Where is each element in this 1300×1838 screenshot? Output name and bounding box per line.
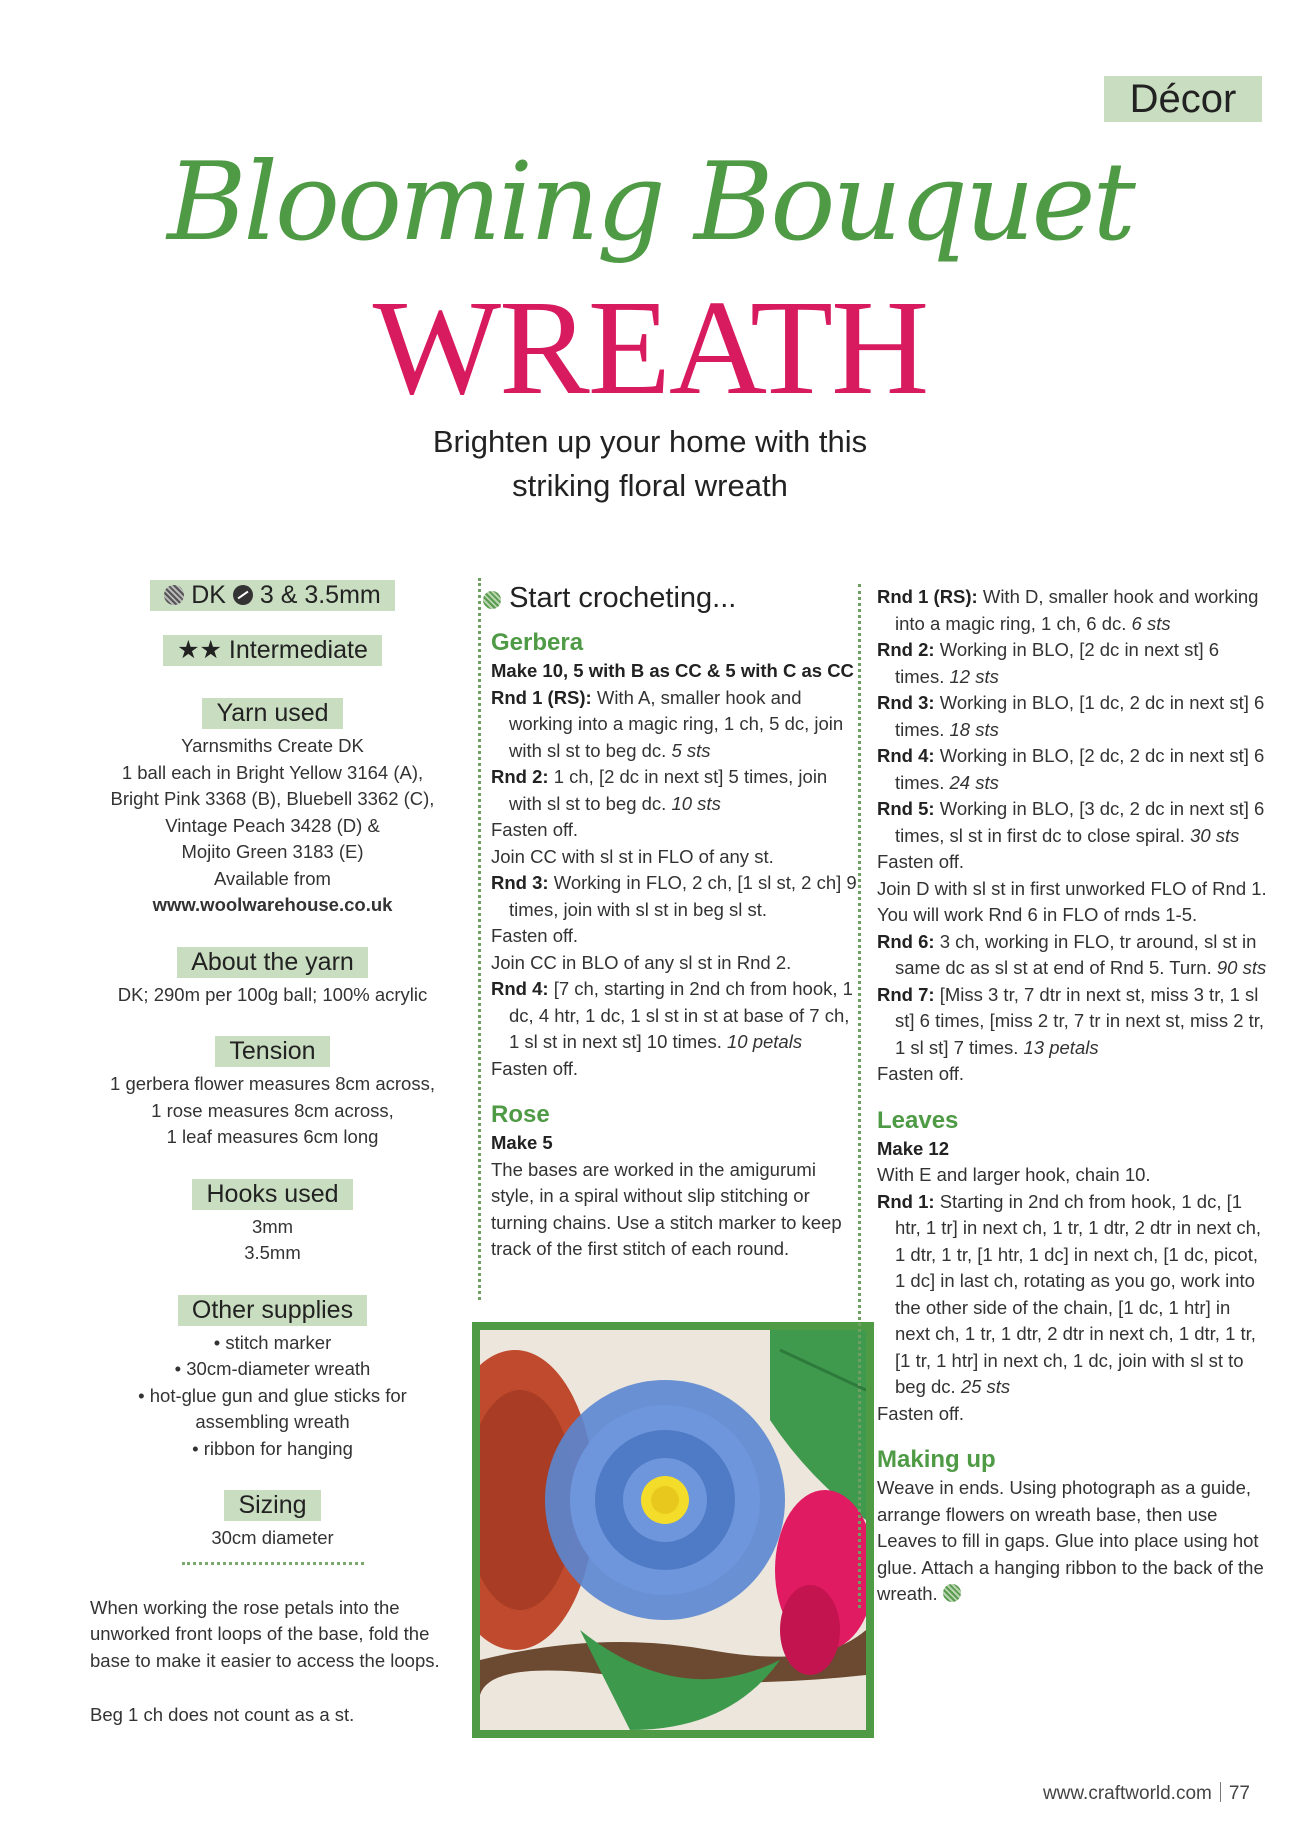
yarn-line: Bright Pink 3368 (B), Bluebell 3362 (C),: [110, 788, 435, 809]
fasten-off: Fasten off.: [491, 925, 579, 946]
fasten-off: Fasten off.: [491, 819, 579, 840]
crochet-hook-icon: [233, 585, 253, 605]
yarn-ball-end-icon: [943, 1584, 961, 1602]
tip-text: Beg 1 ch does not count as a st.: [90, 1704, 355, 1725]
gerbera-rnd-1: Rnd 1 (RS): With A, smaller hook and working into a magic ring, 1 ch, 5 dc, join with sl st to beg dc. 5 sts: [491, 686, 844, 761]
tension-line: 1 rose measures 8cm across,: [151, 1099, 394, 1121]
yarn-line: Vintage Peach 3428 (D) &: [165, 814, 380, 836]
rose-rnd-1: Rnd 1 (RS): With D, smaller hook and working into a magic ring, 1 ch, 6 dc. 6 sts: [877, 586, 1259, 634]
supply-item: • 30cm-diameter wreath: [174, 1358, 371, 1379]
sizing-section: [90, 1490, 455, 1552]
fasten-off: Fasten off.: [877, 851, 965, 872]
start-heading: Start crocheting...: [483, 578, 861, 618]
hooks-heading: Hooks used: [192, 1179, 352, 1210]
fasten-off: Fasten off.: [877, 1063, 965, 1084]
hook-size: 3.5mm: [244, 1242, 301, 1263]
rose-intro: The bases are worked in the amigurumi style, in a spiral without slip stitching or turning chains. Use a stitch marker to keep track of the first stitch of each round.: [491, 1158, 842, 1259]
gerbera-rnd-3: Rnd 3: Working in FLO, 2 ch, [1 sl st, 2 ch] 9 times, join with sl st in beg sl st.: [491, 872, 857, 920]
sidebar: [90, 580, 455, 1757]
leaves-rnd-1: Rnd 1: Starting in 2nd ch from hook, 1 dc, [1 htr, 1 tr] in next ch, 1 tr, 1 dtr, 2 dtr in next ch, 1 dtr, 1 tr, [1 htr, 1 dc] in next ch, [1 dc, picot, 1 dc] in last ch, rotating as you go, work into the other side of the chain, [1 dc, 1 htr] in next ch, 1 tr, 1 dtr, 2 dtr in next ch, 1 dtr, 1 tr, [1 tr, 1 htr] in next ch, 1 dc, join with sl st to beg dc. 25 sts: [877, 1190, 1262, 1397]
section-tag: Décor: [1104, 76, 1262, 122]
making-up-heading: Making up: [877, 1446, 996, 1473]
pattern-column-2: [858, 584, 1267, 1608]
supply-item: • stitch marker: [213, 1331, 332, 1353]
yarn-ball-icon: [483, 591, 501, 609]
rose-rnd-5: Rnd 5: Working in BLO, [3 dc, 2 dc in next st] 6 times, sl st in first dc to close spiral. 30 sts: [877, 798, 1265, 846]
sizing-text: 30cm diameter: [211, 1527, 334, 1548]
join-instruction: Join CC with sl st in FLO of any st.: [491, 845, 774, 867]
yarn-used-heading: Yarn used: [202, 698, 342, 729]
rose-rnd-2: Rnd 2: Working in BLO, [2 dc in next st] 6 times. 12 sts: [877, 639, 1220, 687]
about-yarn-section: [90, 947, 455, 1009]
tension-line: 1 leaf measures 6cm long: [166, 1126, 379, 1147]
supply-item: • hot-glue gun and glue sticks for: [138, 1384, 407, 1406]
leaves-intro: With E and larger hook, chain 10.: [877, 1164, 1151, 1185]
difficulty-tag: ★★ Intermediate: [163, 635, 382, 666]
join-instruction: Join D with sl st in first unworked FLO of Rnd 1. You will work Rnd 6 in FLO of rnds 1-5.: [877, 877, 1267, 925]
gerbera-rnd-2: Rnd 2: 1 ch, [2 dc in next st] 5 times, join with sl st to beg dc. 10 sts: [491, 766, 828, 814]
rose-rnd-6: Rnd 6: 3 ch, working in FLO, tr around, sl st in same dc as sl st at end of Rnd 5. Turn. 90 sts: [877, 930, 1267, 978]
yarn-line: Mojito Green 3183 (E): [181, 841, 364, 862]
pattern-column-1: [478, 578, 861, 1300]
footer: [1030, 1782, 1250, 1805]
subtitle: [350, 420, 950, 508]
rose-heading: Rose: [491, 1101, 550, 1128]
yarn-line: Available from: [214, 867, 331, 889]
hook-label: 3 & 3.5mm: [259, 581, 381, 609]
subtitle-line-2: striking floral wreath: [512, 468, 788, 503]
footer-website[interactable]: www.craftworld.com: [1042, 1783, 1212, 1804]
gerbera-heading: Gerbera: [491, 629, 584, 656]
supplies-section: [90, 1295, 455, 1463]
tension-section: [90, 1036, 455, 1151]
tension-heading: Tension: [215, 1036, 329, 1067]
leaves-make: Make 12: [877, 1137, 949, 1159]
making-up-text: Weave in ends. Using photograph as a guide, arrange flowers on wreath base, then use Leaves to fill in gaps. Glue into place using hot glue. Attach a hanging ribbon to the back of the wreath.: [877, 1477, 1264, 1604]
about-yarn-text: DK; 290m per 100g ball; 100% acrylic: [117, 983, 428, 1005]
leaves-heading: Leaves: [877, 1106, 959, 1134]
yarn-ball-icon: [164, 585, 184, 605]
rose-rnd-3: Rnd 3: Working in BLO, [1 dc, 2 dc in next st] 6 times. 18 sts: [877, 692, 1265, 740]
subtitle-line-1: Brighten up your home with this: [432, 424, 868, 459]
supplies-heading: Other supplies: [178, 1295, 367, 1326]
gerbera-rnd-4: Rnd 4: [7 ch, starting in 2nd ch from hook, 1 dc, 4 htr, 1 dc, 1 sl st in st at base of 7 ch, 1 sl st in next st] 10 times. 10 petals: [491, 978, 853, 1052]
join-instruction: Join CC in BLO of any sl st in Rnd 2.: [491, 951, 792, 973]
rose-rnd-7: Rnd 7: [Miss 3 tr, 7 dtr in next st, miss 3 tr, 1 sl st] 6 times, [miss 2 tr, 7 tr in next st, miss 2 tr, 1 sl st] 7 times. 13 petals: [877, 983, 1265, 1058]
hook-size: 3mm: [251, 1215, 294, 1237]
tip-text: When working the rose petals into the unworked front loops of the base, fold the base to make it easier to access the loops.: [90, 1596, 440, 1671]
stockist-link[interactable]: www.woolwarehouse.co.uk: [152, 894, 393, 915]
gerbera-make: Make 10, 5 with B as CC & 5 with C as CC: [491, 660, 854, 681]
title-line-2: WREATH: [372, 273, 928, 423]
dotted-divider: [182, 1562, 364, 1565]
yarn-line: Yarnsmiths Create DK: [181, 735, 364, 756]
supply-item: • ribbon for hanging: [192, 1437, 353, 1459]
about-yarn-heading: About the yarn: [177, 947, 368, 978]
sizing-heading: Sizing: [224, 1490, 320, 1521]
fasten-off: Fasten off.: [491, 1057, 579, 1079]
yarn-used-section: [90, 698, 455, 919]
weight-hook-tag: [150, 580, 394, 611]
weight-label: DK: [191, 581, 226, 609]
rose-rnd-4: Rnd 4: Working in BLO, [2 dc, 2 dc in next st] 6 times. 24 sts: [877, 745, 1265, 793]
tips: [90, 1595, 455, 1729]
fasten-off: Fasten off.: [877, 1402, 965, 1424]
supply-item: assembling wreath: [195, 1411, 350, 1432]
wreath-photo: [472, 1322, 874, 1738]
wreath-photo-illustration: [480, 1330, 866, 1730]
rose-make: Make 5: [491, 1132, 553, 1153]
hooks-section: [90, 1179, 455, 1267]
page-number: 77: [1228, 1783, 1250, 1804]
footer-separator: [1220, 1782, 1221, 1802]
tension-line: 1 gerbera flower measures 8cm across,: [110, 1073, 435, 1094]
title-line-1: Blooming Bouquet: [167, 140, 1133, 265]
yarn-line: 1 ball each in Bright Yellow 3164 (A),: [121, 761, 424, 783]
